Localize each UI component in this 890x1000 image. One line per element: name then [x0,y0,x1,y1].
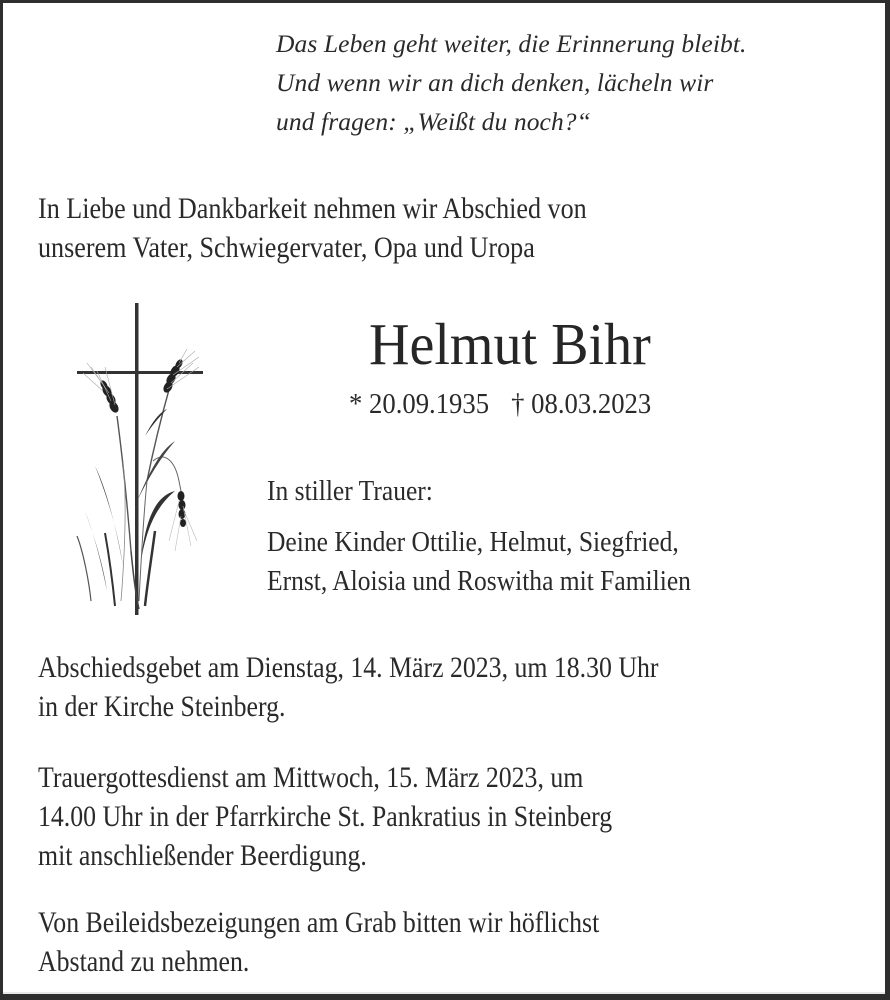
funeral-line: Trauergottesdienst am Mittwoch, 15. März 2023, um [38,761,584,794]
funeral-line: mit anschließender Beerdigung. [38,839,367,872]
intro-text [38,189,587,267]
birth-symbol: * [349,388,363,420]
motto-line: Das Leben geht weiter, die Erinnerung bleibt. [276,29,747,58]
intro-line: In Liebe und Dankbarkeit nehmen wir Abschied von [38,192,587,225]
prayer-info [38,648,659,726]
prayer-line: in der Kirche Steinberg. [38,690,286,723]
mourners-line: Deine Kinder Ottilie, Helmut, Siegfried, [267,526,679,558]
life-dates [349,386,651,422]
death-cross-icon: † [511,388,525,420]
note-line: Abstand zu nehmen. [38,945,250,978]
mourners-line: Ernst, Aloisia und Roswitha mit Familien [267,565,691,597]
prayer-line: Abschiedsgebet am Dienstag, 14. März 2023, um 18.30 Uhr [38,651,659,684]
cross-with-wheat-icon [75,301,210,616]
birth-date: 20.09.1935 [369,388,490,420]
funeral-line: 14.00 Uhr in der Pfarrkirche St. Pankratius in Steinberg [38,800,613,833]
motto-quote [276,24,876,141]
mourners-list [267,523,691,601]
note-line: Von Beileidsbezeigungen am Grab bitten wir höflichst [38,906,600,939]
condolence-note [38,903,599,981]
death-date: 08.03.2023 [531,388,652,420]
deceased-name: Helmut Bihr [369,311,651,377]
motto-line: und fragen: „Weißt du noch?“ [276,107,591,136]
intro-line: unserem Vater, Schwiegervater, Opa und Uropa [38,231,535,264]
funeral-info [38,758,612,875]
mourners-label: In stiller Trauer: [267,475,433,507]
motto-line: Und wenn wir an dich denken, lächeln wir [276,68,714,97]
